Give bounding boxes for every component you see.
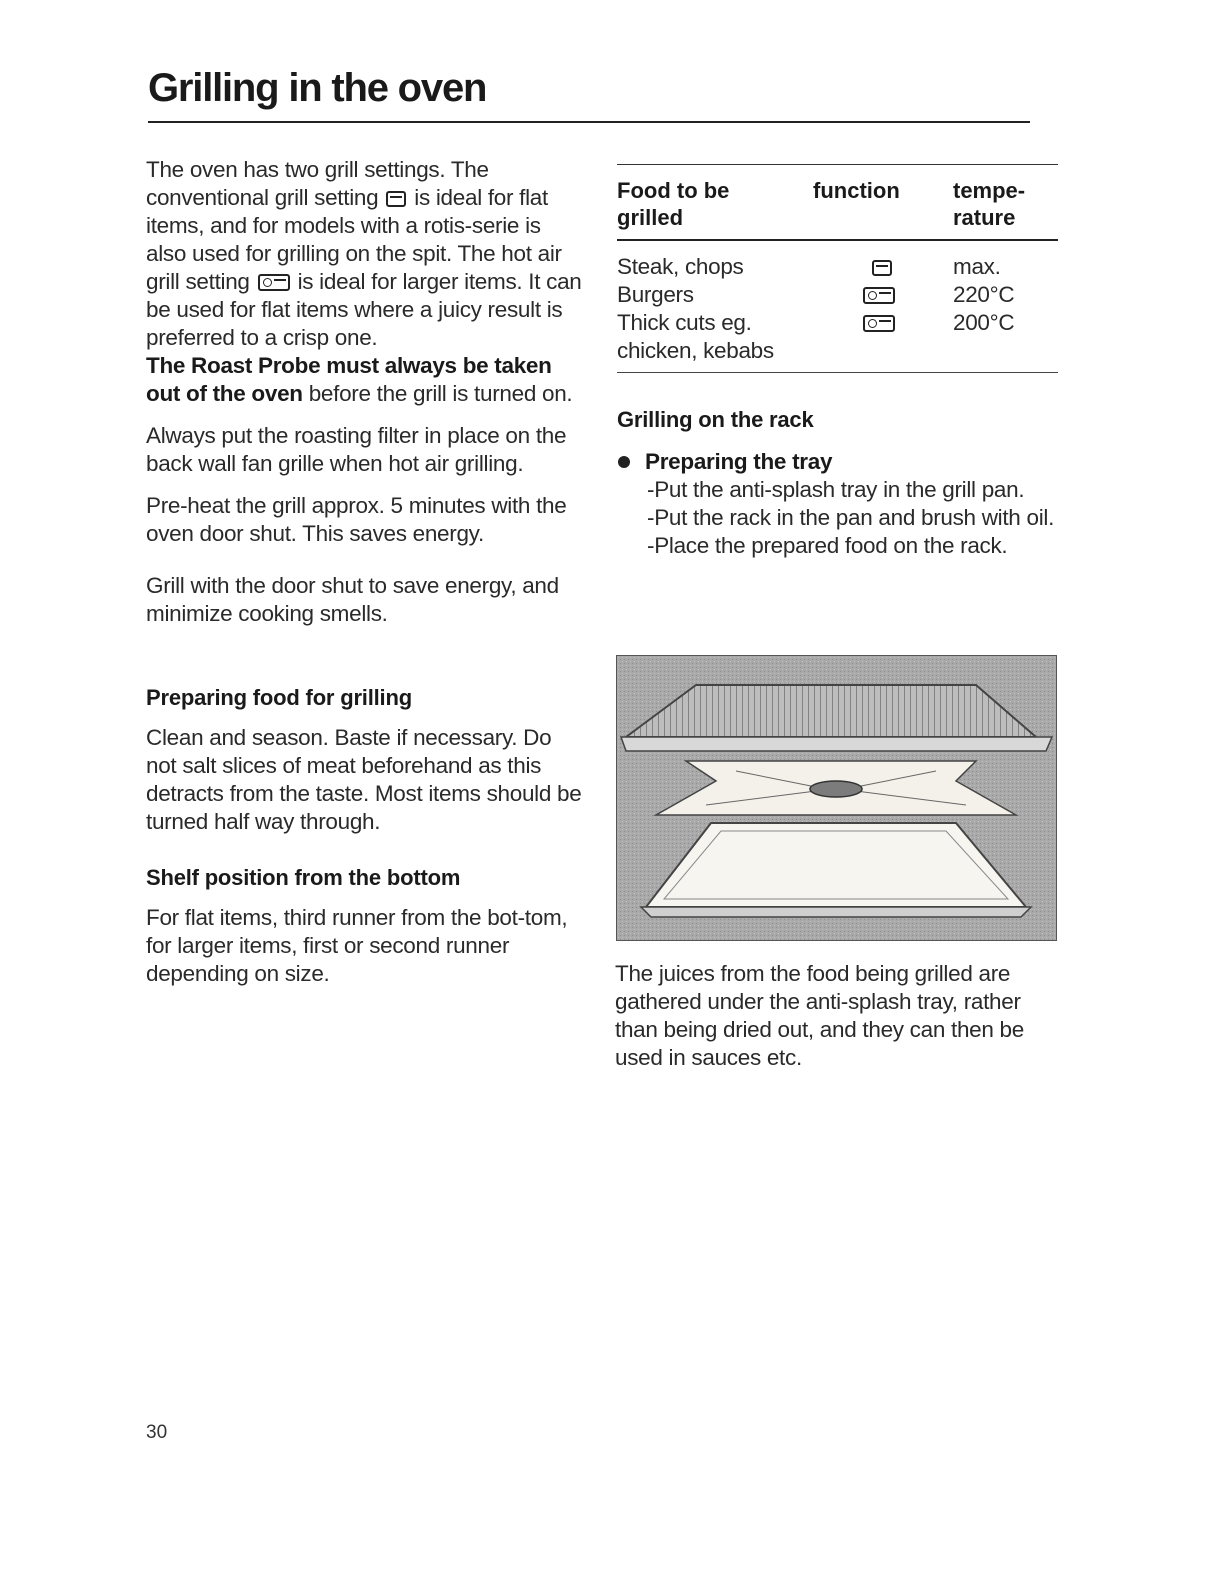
page-title: Grilling in the oven <box>148 66 487 110</box>
list-item <box>617 448 1058 476</box>
row-temperature: 200°C <box>953 310 1015 335</box>
roast-probe-warning <box>146 352 586 408</box>
conventional-grill-icon <box>386 191 406 207</box>
juices-paragraph: The juices from the food being grilled are gathered under the anti-splash tray, rather than being dried out, and they can then be used in sauces etc. <box>615 961 1024 1070</box>
hot-air-grill-icon <box>863 287 895 304</box>
hot-air-grill-icon <box>863 315 895 332</box>
list-item: -Put the anti-splash tray in the grill pan. <box>647 477 1025 502</box>
tray-steps <box>647 476 1058 560</box>
row-food: Thick cuts eg. chicken, kebabs <box>617 310 774 363</box>
table-body <box>617 241 1058 372</box>
rack-section <box>617 406 1058 560</box>
table-header <box>617 165 1058 239</box>
table-bottom-rule <box>617 372 1058 373</box>
row-food: Burgers <box>617 282 694 307</box>
list-item: -Put the rack in the pan and brush with oil. <box>647 505 1055 530</box>
intro-paragraph <box>146 156 586 352</box>
page-number: 30 <box>146 1422 168 1443</box>
row-temperature: max. <box>953 254 1001 279</box>
header-temperature: tempe-rature <box>953 178 1026 230</box>
intro-text-part-1: The oven has two grill settings. The conventional grill setting <box>146 157 489 210</box>
grilling-table <box>617 164 1058 373</box>
list-item: -Place the prepared food on the rack. <box>647 533 1008 558</box>
left-column <box>146 156 586 988</box>
row-temperature: 220°C <box>953 282 1015 307</box>
title-divider <box>148 121 1030 123</box>
roasting-filter-paragraph: Always put the roasting filter in place on the back wall fan grille when hot air grilling. <box>146 423 567 476</box>
roast-probe-warning-bold: The Roast Probe must always be taken out of the oven <box>146 353 552 406</box>
grill-pan-illustration <box>616 655 1057 941</box>
preparing-food-text: Clean and season. Baste if necessary. Do not salt slices of meat beforehand as this detracts from the taste. Most items should be turned half way through. <box>146 725 582 834</box>
header-function: function <box>813 178 900 203</box>
intro-text-part-2: is ideal for flat items, and for models with a rotis-serie is also used for grilling on the spit. The hot air grill setting <box>146 185 562 294</box>
header-food: Food to be grilled <box>617 178 730 230</box>
preheat-paragraph: Pre-heat the grill approx. 5 minutes with the oven door shut. This saves energy. <box>146 493 567 546</box>
hot-air-grill-icon <box>258 274 290 291</box>
preparing-food-heading: Preparing food for grilling <box>146 685 412 710</box>
rack-shape <box>626 685 1036 737</box>
rack-heading: Grilling on the rack <box>617 407 814 432</box>
row-food: Steak, chops <box>617 254 744 279</box>
conventional-grill-icon <box>872 260 892 276</box>
shelf-position-text: For flat items, third runner from the bot-tom, for larger items, first or second runner depending on size. <box>146 905 568 986</box>
preparing-tray-label: Preparing the tray <box>645 449 833 474</box>
roast-probe-warning-rest: before the grill is turned on. <box>308 381 573 406</box>
intro-text-part-3: is ideal for larger items. It can be used for flat items where a juicy result is preferred to a crisp one. <box>146 269 582 350</box>
shelf-position-heading: Shelf position from the bottom <box>146 865 461 890</box>
door-shut-paragraph: Grill with the door shut to save energy, and minimize cooking smells. <box>146 573 559 626</box>
